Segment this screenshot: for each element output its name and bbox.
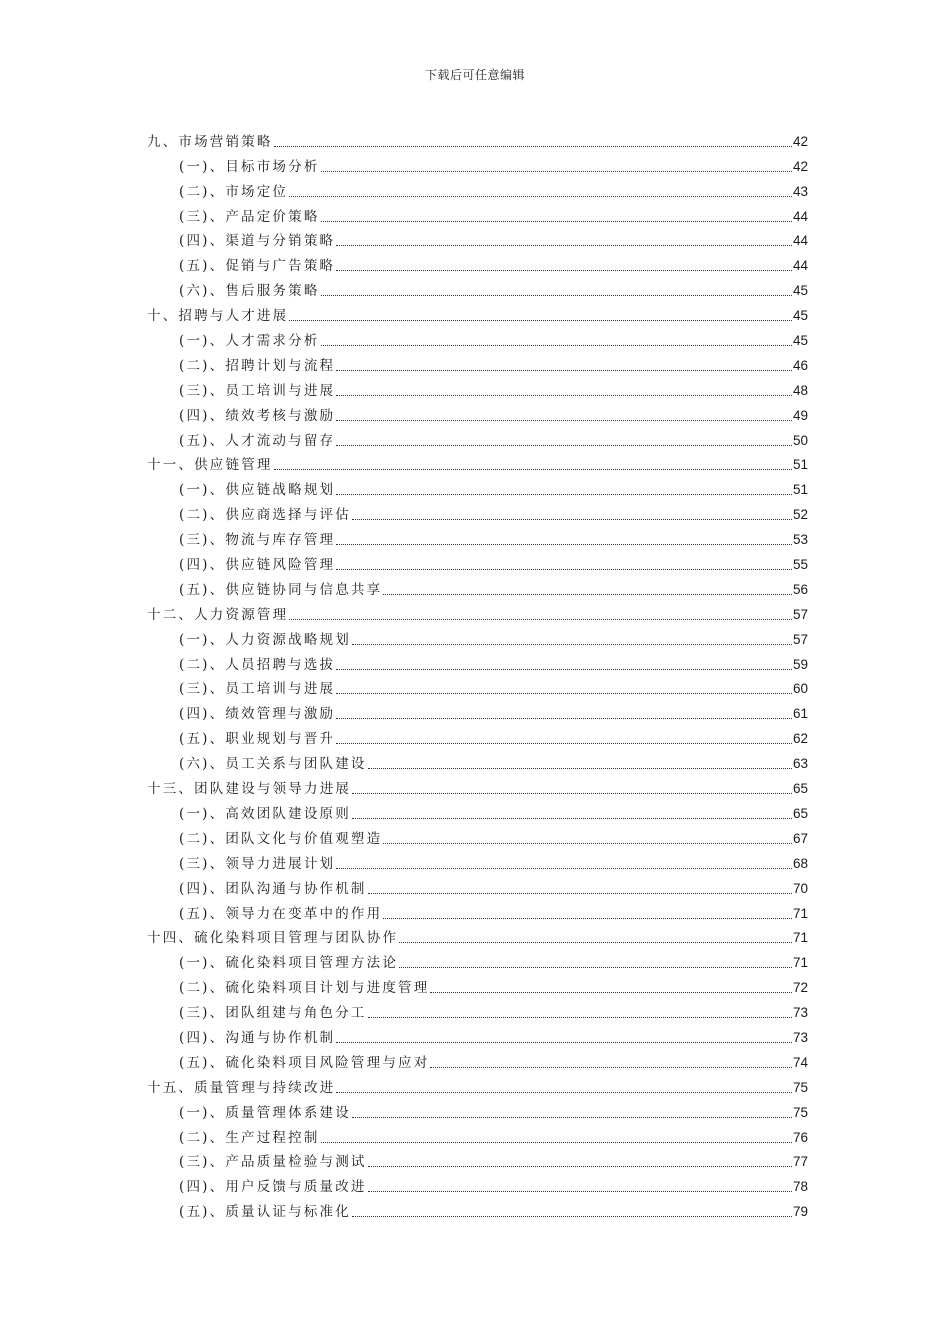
toc-page-number: 49 (792, 407, 808, 423)
toc-section-entry[interactable] (147, 474, 808, 499)
toc-page-number: 59 (792, 656, 808, 672)
toc-section-entry[interactable] (147, 250, 808, 275)
toc-entry-title: (五)、供应链协同与信息共享 (179, 581, 383, 598)
toc-dot-leader (336, 668, 792, 670)
toc-page-number: 55 (792, 557, 808, 573)
toc-page-number: 75 (792, 1104, 808, 1120)
toc-dot-leader (352, 518, 792, 520)
toc-page-number: 71 (792, 955, 808, 971)
toc-entry-title: (一)、高效团队建设原则 (179, 805, 351, 822)
toc-dot-leader (321, 344, 792, 346)
toc-entry-title: 十、招聘与人才进展 (147, 308, 289, 325)
toc-dot-leader (368, 1165, 792, 1167)
toc-page-number: 76 (792, 1129, 808, 1145)
toc-entry-title: (一)、硫化染料项目管理方法论 (179, 955, 399, 972)
toc-page-number: 71 (792, 905, 808, 921)
toc-entry-title: 十四、硫化染料项目管理与团队协作 (147, 930, 399, 947)
toc-dot-leader (352, 817, 792, 819)
toc-dot-leader (274, 468, 792, 470)
toc-dot-leader (399, 941, 792, 943)
toc-dot-leader (383, 593, 792, 595)
toc-entry-title: 十一、供应链管理 (147, 457, 273, 474)
toc-page-number: 72 (792, 980, 808, 996)
toc-entry-title: (五)、人才流动与留存 (179, 432, 336, 449)
toc-section-entry[interactable] (147, 1022, 808, 1047)
toc-section-entry[interactable] (147, 1147, 808, 1172)
toc-page-number: 79 (792, 1204, 808, 1220)
toc-dot-leader (430, 1066, 792, 1068)
toc-dot-leader (352, 643, 792, 645)
toc-entry-title: (三)、员工培训与进展 (179, 681, 336, 698)
page-header: 下载后可任意编辑 (424, 68, 525, 82)
toc-entry-title: (五)、硫化染料项目风险管理与应对 (179, 1054, 430, 1071)
toc-page-number: 57 (792, 631, 808, 647)
toc-page-number: 73 (792, 1005, 808, 1021)
toc-section-entry[interactable] (147, 201, 808, 226)
toc-entry-title: (四)、用户反馈与质量改进 (179, 1179, 367, 1196)
toc-dot-leader (274, 145, 792, 147)
toc-dot-leader (321, 220, 792, 222)
toc-dot-leader (336, 244, 792, 246)
toc-section-entry[interactable] (147, 823, 808, 848)
toc-dot-leader (336, 543, 792, 545)
toc-entry-title: (三)、产品质量检验与测试 (179, 1154, 367, 1171)
toc-dot-leader (352, 792, 792, 794)
toc-section-entry[interactable] (147, 350, 808, 375)
toc-entry-title: (二)、人员招聘与选拔 (179, 656, 336, 673)
toc-dot-leader (321, 294, 792, 296)
toc-chapter-entry[interactable] (147, 773, 808, 798)
toc-section-entry[interactable] (147, 997, 808, 1022)
toc-page-number: 53 (792, 532, 808, 548)
toc-dot-leader (336, 369, 792, 371)
toc-section-entry[interactable] (147, 226, 808, 251)
toc-section-entry[interactable] (147, 947, 808, 972)
toc-page-number: 70 (792, 880, 808, 896)
toc-page-number: 65 (792, 805, 808, 821)
toc-entry-title: (一)、质量管理体系建设 (179, 1104, 351, 1121)
toc-entry-title: (一)、人力资源战略规划 (179, 631, 351, 648)
toc-section-entry[interactable] (147, 1171, 808, 1196)
toc-page-number: 74 (792, 1054, 808, 1070)
toc-section-entry[interactable] (147, 873, 808, 898)
toc-entry-title: (五)、职业规划与晋升 (179, 731, 336, 748)
toc-entry-title: (三)、产品定价策略 (179, 208, 320, 225)
toc-entry-title: (一)、目标市场分析 (179, 158, 320, 175)
toc-entry-title: (三)、物流与库存管理 (179, 532, 336, 549)
toc-dot-leader (321, 1141, 792, 1143)
toc-page-number: 78 (792, 1179, 808, 1195)
toc-page-number: 43 (792, 183, 808, 199)
toc-section-entry[interactable] (147, 748, 808, 773)
toc-entry-title: (二)、生产过程控制 (179, 1129, 320, 1146)
toc-page-number: 57 (792, 606, 808, 622)
toc-page-number: 44 (792, 233, 808, 249)
toc-section-entry[interactable] (147, 624, 808, 649)
toc-page-number: 56 (792, 581, 808, 597)
toc-page-number: 44 (792, 258, 808, 274)
toc-entry-title: 十五、质量管理与持续改进 (147, 1079, 336, 1096)
toc-section-entry[interactable] (147, 649, 808, 674)
toc-dot-leader (430, 991, 792, 993)
toc-entry-title: (二)、团队文化与价值观塑造 (179, 830, 383, 847)
toc-page-number: 42 (792, 133, 808, 149)
toc-section-entry[interactable] (147, 674, 808, 699)
toc-section-entry[interactable] (147, 549, 808, 574)
toc-entry-title: (三)、员工培训与进展 (179, 382, 336, 399)
toc-page-number: 60 (792, 681, 808, 697)
toc-chapter-entry[interactable] (147, 923, 808, 948)
toc-dot-leader (289, 319, 792, 321)
toc-page-number: 65 (792, 781, 808, 797)
toc-section-entry[interactable] (147, 798, 808, 823)
toc-section-entry[interactable] (147, 972, 808, 997)
toc-page-number: 45 (792, 308, 808, 324)
toc-dot-leader (368, 892, 792, 894)
toc-dot-leader (336, 742, 792, 744)
toc-dot-leader (321, 170, 792, 172)
toc-page-number: 75 (792, 1079, 808, 1095)
toc-page-number: 42 (792, 158, 808, 174)
toc-section-entry[interactable] (147, 375, 808, 400)
toc-dot-leader (336, 867, 792, 869)
toc-page-number: 44 (792, 208, 808, 224)
toc-entry-title: (一)、人才需求分析 (179, 333, 320, 350)
toc-chapter-entry[interactable] (147, 1072, 808, 1097)
toc-page-number: 61 (792, 706, 808, 722)
toc-section-entry[interactable] (147, 1097, 808, 1122)
toc-section-entry[interactable] (147, 425, 808, 450)
toc-chapter-entry[interactable] (147, 599, 808, 624)
toc-dot-leader (368, 1016, 792, 1018)
toc-dot-leader (336, 419, 792, 421)
toc-dot-leader (383, 917, 792, 919)
toc-page-number: 73 (792, 1029, 808, 1045)
toc-dot-leader (352, 1116, 792, 1118)
toc-page-number: 45 (792, 283, 808, 299)
toc-entry-title: (四)、沟通与协作机制 (179, 1029, 336, 1046)
toc-entry-title: (四)、渠道与分销策略 (179, 233, 336, 250)
toc-dot-leader (352, 1215, 792, 1217)
toc-entry-title: (四)、绩效管理与激励 (179, 706, 336, 723)
toc-page-number: 46 (792, 357, 808, 373)
toc-page-number: 63 (792, 756, 808, 772)
toc-dot-leader (289, 195, 792, 197)
toc-entry-title: (一)、供应链战略规划 (179, 482, 336, 499)
toc-entry-title: (三)、领导力进展计划 (179, 855, 336, 872)
toc-section-entry[interactable] (147, 325, 808, 350)
toc-entry-title: 十三、团队建设与领导力进展 (147, 781, 352, 798)
toc-dot-leader (336, 269, 792, 271)
table-of-contents (147, 126, 808, 1221)
toc-chapter-entry[interactable] (147, 300, 808, 325)
toc-dot-leader (399, 966, 792, 968)
toc-page-number: 67 (792, 830, 808, 846)
toc-section-entry[interactable] (147, 499, 808, 524)
toc-section-entry[interactable] (147, 1047, 808, 1072)
toc-dot-leader (336, 568, 792, 570)
toc-entry-title: (二)、市场定位 (179, 183, 289, 200)
toc-page-number: 52 (792, 507, 808, 523)
toc-section-entry[interactable] (147, 524, 808, 549)
toc-entry-title: (五)、促销与广告策略 (179, 258, 336, 275)
toc-section-entry[interactable] (147, 848, 808, 873)
toc-dot-leader (368, 767, 792, 769)
toc-section-entry[interactable] (147, 698, 808, 723)
toc-entry-title: (三)、团队组建与角色分工 (179, 1005, 367, 1022)
toc-section-entry[interactable] (147, 151, 808, 176)
toc-section-entry[interactable] (147, 898, 808, 923)
toc-page-number: 50 (792, 432, 808, 448)
toc-dot-leader (336, 692, 792, 694)
toc-dot-leader (368, 1190, 792, 1192)
toc-section-entry[interactable] (147, 574, 808, 599)
toc-entry-title: 九、市场营销策略 (147, 133, 273, 150)
toc-page-number: 51 (792, 482, 808, 498)
toc-section-entry[interactable] (147, 723, 808, 748)
toc-page-number: 77 (792, 1154, 808, 1170)
toc-page-number: 71 (792, 930, 808, 946)
toc-page-number: 48 (792, 382, 808, 398)
toc-entry-title: (四)、供应链风险管理 (179, 557, 336, 574)
toc-entry-title: (二)、供应商选择与评估 (179, 507, 351, 524)
toc-section-entry[interactable] (147, 176, 808, 201)
toc-section-entry[interactable] (147, 400, 808, 425)
toc-page-number: 45 (792, 333, 808, 349)
toc-entry-title: (四)、团队沟通与协作机制 (179, 880, 367, 897)
toc-section-entry[interactable] (147, 275, 808, 300)
toc-entry-title: 十二、人力资源管理 (147, 606, 289, 623)
toc-dot-leader (336, 1041, 792, 1043)
toc-chapter-entry[interactable] (147, 450, 808, 475)
toc-page-number: 51 (792, 457, 808, 473)
toc-dot-leader (336, 493, 792, 495)
toc-section-entry[interactable] (147, 1122, 808, 1147)
toc-dot-leader (336, 1091, 792, 1093)
toc-dot-leader (336, 717, 792, 719)
toc-dot-leader (383, 842, 792, 844)
toc-dot-leader (336, 394, 792, 396)
toc-dot-leader (289, 618, 792, 620)
toc-entry-title: (二)、硫化染料项目计划与进度管理 (179, 980, 430, 997)
toc-entry-title: (四)、绩效考核与激励 (179, 407, 336, 424)
toc-chapter-entry[interactable] (147, 126, 808, 151)
toc-page-number: 62 (792, 731, 808, 747)
toc-entry-title: (五)、领导力在变革中的作用 (179, 905, 383, 922)
toc-entry-title: (二)、招聘计划与流程 (179, 357, 336, 374)
toc-entry-title: (五)、质量认证与标准化 (179, 1204, 351, 1221)
toc-dot-leader (336, 444, 792, 446)
toc-entry-title: (六)、员工关系与团队建设 (179, 756, 367, 773)
toc-section-entry[interactable] (147, 1196, 808, 1221)
toc-entry-title: (六)、售后服务策略 (179, 283, 320, 300)
toc-page-number: 68 (792, 855, 808, 871)
